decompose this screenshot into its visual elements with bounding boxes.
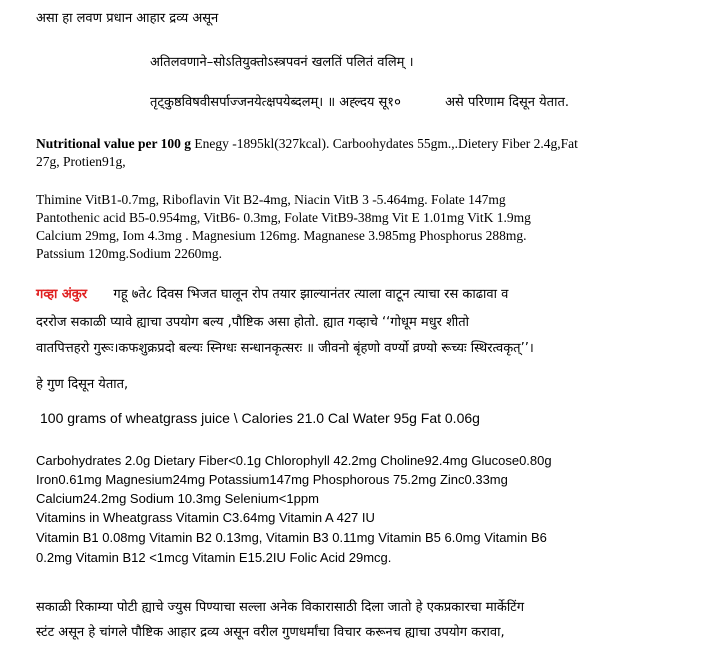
gavha-heading: गव्हा अंकुर [36, 287, 88, 302]
shloka-tail: असे परिणाम दिसून येतात. [445, 95, 569, 110]
gavha-line-3: वातपित्तहरो गुरूः।कफशुक्रप्रदो बल्यः स्निग्धः सन्धानकृत्सरः ॥ जीवनो बृंहणो वर्ण्यो व्रण्यो रूच्यः स्थिरत्वकृत्’’। [36, 341, 534, 356]
vitamins-line-3: Calcium 29mg, Iom 4.3mg . Magnesium 126mg. Magnanese 3.985mg Phosphorus 288mg. [36, 228, 527, 243]
nutrition-label: Nutritional value per 100 g [36, 136, 191, 151]
wheatgrass-line-3: Calcium24.2mg Sodium 10.3mg Selenium<1ppm [36, 491, 319, 506]
vitamins-line-2: Pantothenic acid B5-0.954mg, VitB6- 0.3mg, Folate VitB9-38mg Vit E 1.01mg VitK 1.9mg [36, 210, 531, 225]
gavha-line-1 [36, 284, 508, 302]
wheatgrass-summary: 100 grams of wheatgrass juice \ Calories 21.0 Cal Water 95g Fat 0.06g [40, 410, 480, 426]
shloka-verse: तृट्कुष्ठविषवीसर्पाज्जनयेत्क्षपयेब्दलम्। ॥ अह्ल्दय सू१० [150, 95, 401, 110]
nutrition-line-1 [36, 136, 578, 152]
wheatgrass-line-2: Iron0.61mg Magnesium24mg Potassium147mg Phosphorous 75.2mg Zinc0.33mg [36, 472, 508, 487]
wheatgrass-line-6: 0.2mg Vitamin B12 <1mcg Vitamin E15.2IU Folic Acid 29mcg. [36, 550, 392, 565]
vitamins-line-4: Patssium 120mg.Sodium 2260mg. [36, 246, 223, 261]
nutrition-text-1: Enegy -1895kl(327kcal). Carboohydates 55gm.,.Dietery Fiber 2.4g,Fat [194, 136, 578, 151]
shloka-line-1: अतिलवणाने–सोऽतियुक्तोऽस्त्रपवनं खलतिं पलितं वलिम् । [150, 55, 414, 70]
wheatgrass-line-1: Carbohydrates 2.0g Dietary Fiber<0.1g Chlorophyll 42.2mg Choline92.4mg Glucose0.80g [36, 453, 552, 468]
closing-line-2: स्टंट असून हे चांगले पौष्टिक आहार द्रव्य असून वरील गुणधर्मांचा विचार करूनच ह्याचा उपयोग करावा, [36, 625, 505, 640]
vitamins-line-1: Thimine VitB1-0.7mg, Riboflavin Vit B2-4mg, Niacin VitB 3 -5.464mg. Folate 147mg [36, 192, 506, 207]
gun-line: हे गुण दिसून येतात, [36, 377, 129, 392]
wheatgrass-line-5: Vitamin B1 0.08mg Vitamin B2 0.13mg, Vitamin B3 0.11mg Vitamin B5 6.0mg Vitamin B6 [36, 530, 547, 545]
closing-line-1: सकाळी रिकाम्या पोटी ह्याचे ज्युस पिण्याचा सल्ला अनेक विकारासाठी दिला जातो हे एकप्रकारचा मार्केटिंग [36, 600, 525, 615]
gavha-line-2: दररोज सकाळी प्यावे ह्याचा उपयोग बल्य ,पौष्टिक असा होतो. ह्यात गव्हाचे ‘‘गोधूम मधुर शीतो [36, 315, 470, 330]
nutrition-line-2: 27g, Protien91g, [36, 154, 126, 169]
gavha-text-1: गहू ७ते८ दिवस भिजत घालून रोप तयार झाल्यानंतर त्याला वाटून त्याचा रस काढावा व [113, 287, 509, 302]
shloka-line-2 [150, 92, 569, 110]
intro-line: असा हा लवण प्रधान आहार द्रव्य असून [36, 11, 219, 26]
wheatgrass-line-4: Vitamins in Wheatgrass Vitamin C3.64mg Vitamin A 427 IU [36, 510, 375, 525]
